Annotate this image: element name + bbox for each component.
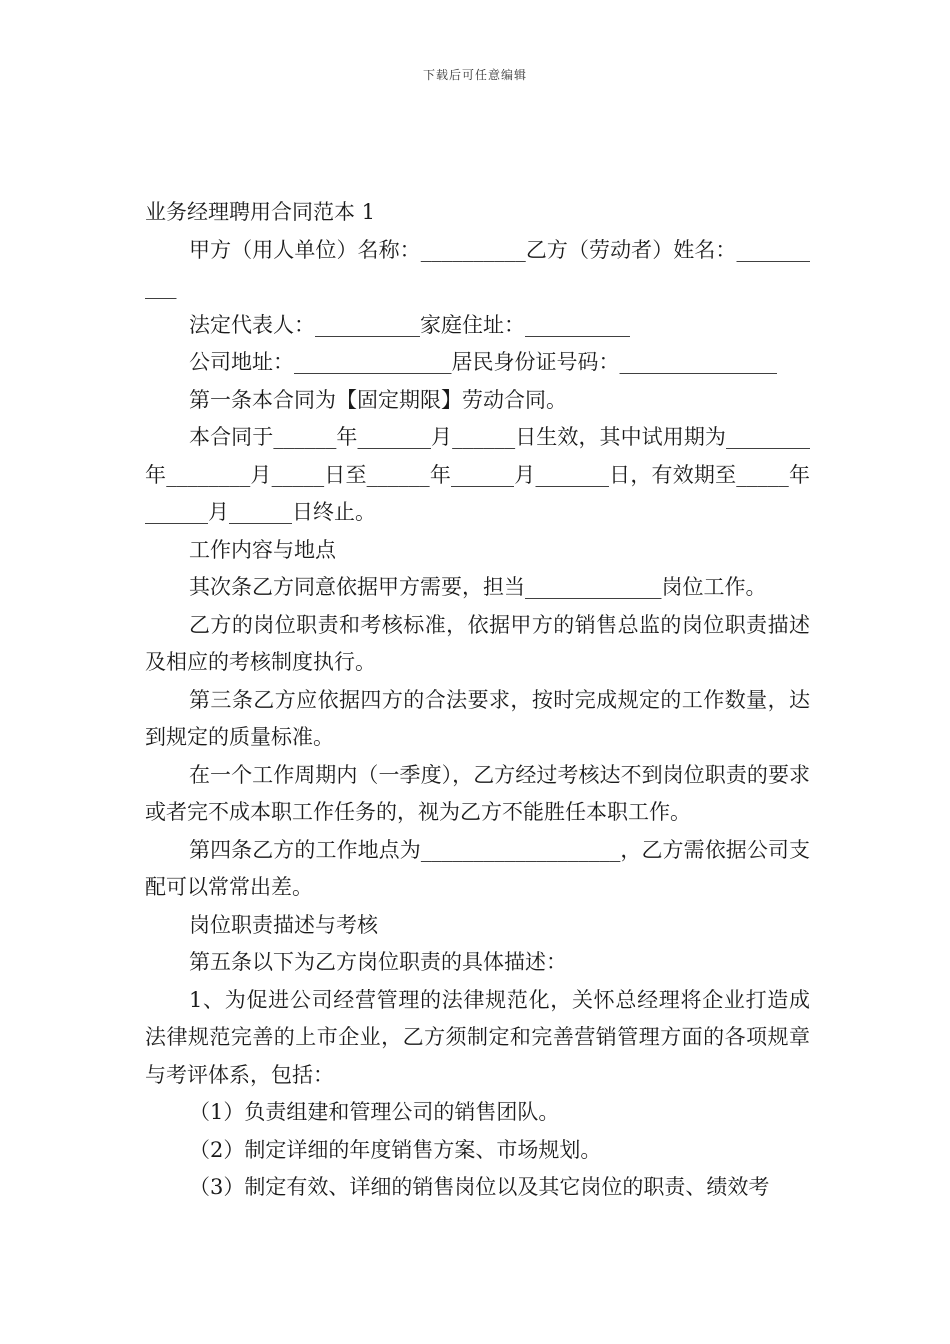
address-paragraph: 公司地址：_______________居民身份证号码：_______________ <box>189 350 777 374</box>
article-4-paragraph: 第四条乙方的工作地点为___________________，乙方需依据公司支配可以常常出差。 <box>145 837 810 899</box>
document-title: 业务经理聘用合同范本 1 <box>145 200 376 224</box>
section-heading-work: 工作内容与地点 <box>189 537 336 562</box>
sub-item-3-paragraph: （3）制定有效、详细的销售岗位以及其它岗位的职责、绩效考 <box>189 1175 770 1199</box>
section-heading-duties: 岗位职责描述与考核 <box>189 912 378 937</box>
article-5-paragraph: 第五条以下为乙方岗位职责的具体描述： <box>189 950 567 974</box>
article-3-paragraph: 第三条乙方应依据四方的合法要求，按时完成规定的工作数量，达到规定的质量标准。 <box>145 687 810 749</box>
contract-term-paragraph: 本合同于______年_______月______日生效，其中试用期为________年________月_____日至______年______月_______日，有效期至_____年______月______日终止。 <box>145 425 810 524</box>
article-1-paragraph: 第一条本合同为【固定期限】劳动合同。 <box>189 387 567 412</box>
sub-item-1-paragraph: （1）负责组建和管理公司的销售团队。 <box>189 1100 560 1124</box>
duties-standard-paragraph: 乙方的岗位职责和考核标准，依据甲方的销售总监的岗位职责描述及相应的考核制度执行。 <box>145 612 810 674</box>
review-period-paragraph: 在一个工作周期内（一季度），乙方经过考核达不到岗位职责的要求或者完不成本职工作任务的，视为乙方不能胜任本职工作。 <box>145 762 810 824</box>
item-1-paragraph: 1、为促进公司经营管理的法律规范化，关怀总经理将企业打造成法律规范完善的上市企业，乙方须制定和完善营销管理方面的各项规章与考评体系，包括： <box>145 987 810 1087</box>
representative-paragraph: 法定代表人：__________家庭住址：__________ <box>189 312 630 337</box>
sub-item-2-paragraph: （2）制定详细的年度销售方案、市场规划。 <box>189 1137 602 1162</box>
article-2-paragraph: 其次条乙方同意依据甲方需要，担当_____________岗位工作。 <box>189 575 767 599</box>
page-header: 下载后可任意编辑 <box>422 68 527 82</box>
contract-document <box>145 194 810 1207</box>
party-names-paragraph: 甲方（用人单位）名称：__________乙方（劳动者）姓名：__________ <box>145 237 810 299</box>
